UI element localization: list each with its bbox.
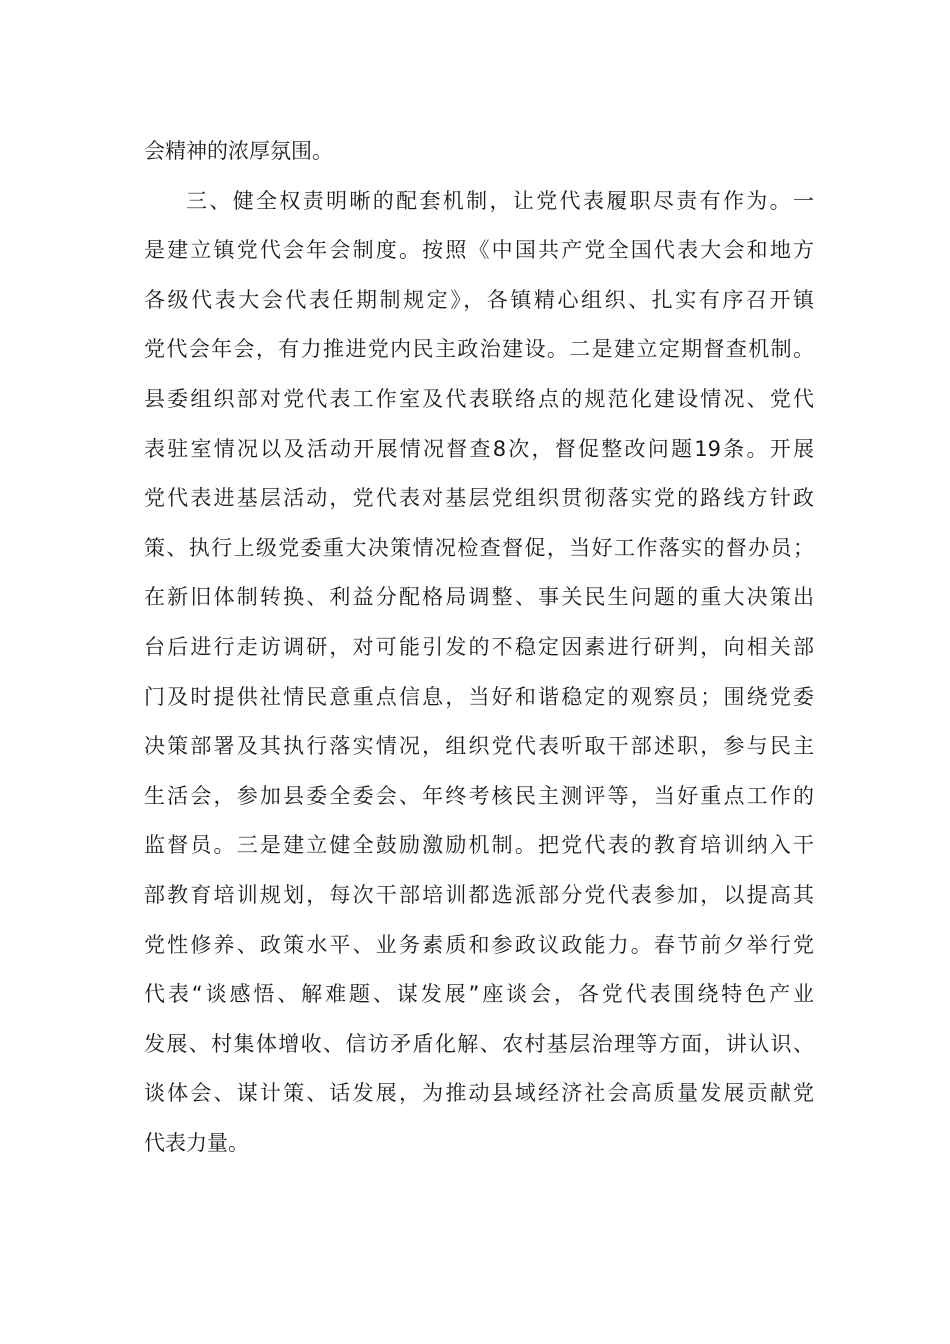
text-line: 门及时提供社情民意重点信息，当好和谐稳定的观察员；围绕党委 bbox=[144, 684, 814, 709]
text-line: 谈体会、谋计策、话发展，为推动县域经济社会高质量发展贡献党 bbox=[144, 1081, 814, 1106]
text-line: 策、执行上级党委重大决策情况检查督促，当好工作落实的督办员； bbox=[144, 535, 814, 560]
text-line: 监督员。三是建立健全鼓励激励机制。把党代表的教育培训纳入干 bbox=[144, 833, 814, 858]
text-line: 在新旧体制转换、利益分配格局调整、事关民生问题的重大决策出 bbox=[144, 585, 814, 610]
text-line: 党性修养、政策水平、业务素质和参政议政能力。春节前夕举行党 bbox=[144, 932, 814, 957]
text-line: 台后进行走访调研，对可能引发的不稳定因素进行研判，向相关部 bbox=[144, 634, 814, 659]
text-line: 各级代表大会代表任期制规定》，各镇精心组织、扎实有序召开镇 bbox=[144, 287, 814, 312]
text-line: 发展、村集体增收、信访矛盾化解、农村基层治理等方面，讲认识、 bbox=[144, 1031, 814, 1056]
text-line: 是建立镇党代会年会制度。按照《中国共产党全国代表大会和地方 bbox=[144, 238, 814, 263]
text-line: 代表“谈感悟、解难题、谋发展”座谈会，各党代表围绕特色产业 bbox=[144, 982, 814, 1007]
text-line: 党代表进基层活动，党代表对基层党组织贯彻落实党的路线方针政 bbox=[144, 486, 814, 511]
text-line: 部教育培训规划，每次干部培训都选派部分党代表参加，以提高其 bbox=[144, 882, 814, 907]
text-line: 党代会年会，有力推进党内民主政治建设。二是建立定期督查机制。 bbox=[144, 337, 814, 362]
text-line: 表驻室情况以及活动开展情况督查8次，督促整改问题19条。开展 bbox=[144, 436, 814, 461]
text-line: 决策部署及其执行落实情况，组织党代表听取干部述职，参与民主 bbox=[144, 734, 814, 759]
body-text bbox=[144, 127, 814, 1168]
text-line: 代表力量。 bbox=[144, 1130, 249, 1155]
paragraph-first-line: 三、健全权责明晰的配套机制，让党代表履职尽责有作为。一 bbox=[186, 188, 814, 213]
text-line: 生活会，参加县委全委会、年终考核民主测评等，当好重点工作的 bbox=[144, 783, 814, 808]
text-line: 县委组织部对党代表工作室及代表联络点的规范化建设情况、党代 bbox=[144, 386, 814, 411]
text-line: 会精神的浓厚氛围。 bbox=[144, 139, 333, 163]
